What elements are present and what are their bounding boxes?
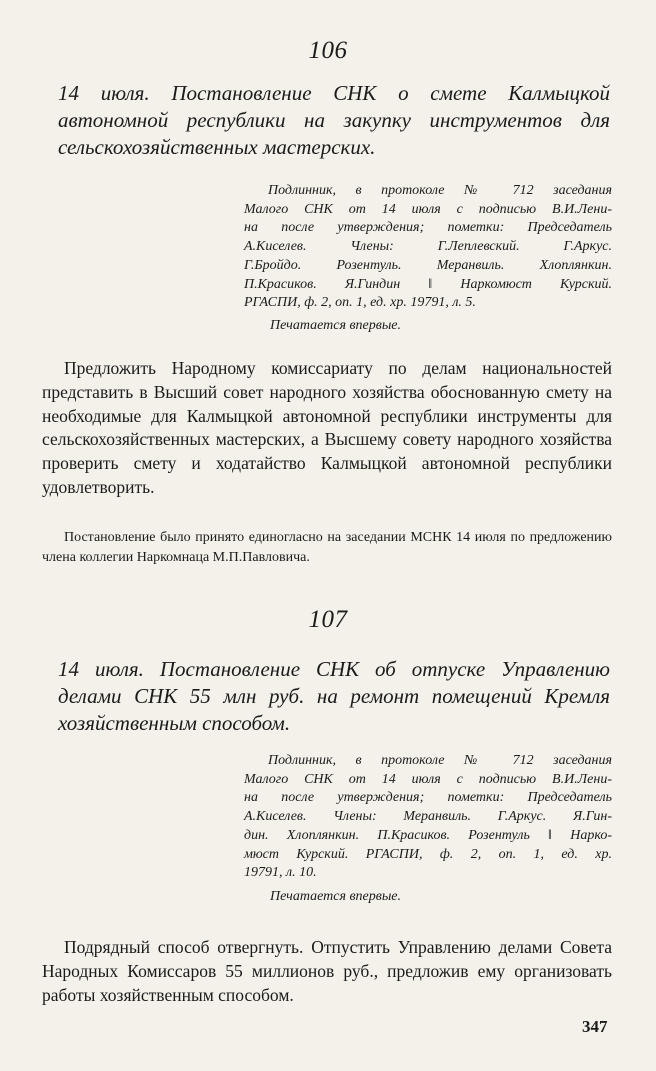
resolution-text-107: Подрядный способ отвергнуть. Отпустить Управлению делами Совета Народных Комиссаров 55 миллионов руб., предложив ему организовать работы хозяйственным способом. (42, 937, 612, 1005)
source-line: Малого СНК от 14 июля с подписью В.И.Лени- (244, 201, 612, 217)
printed-first-note-106: Печатается впервые. (270, 318, 402, 333)
source-line: А.Киселев. Члены: Г.Леплевский. Г.Аркус. (244, 239, 612, 255)
source-line: Подлинник, в протоколе № 712 заседания (268, 183, 612, 198)
source-line: Г.Бройдо. Розентуль. Меранвиль. Хлоплянкин. (244, 257, 612, 273)
source-line: А.Киселев. Члены: Меранвиль. Г.Аркус. Я.Гин- (244, 809, 612, 825)
source-line: РГАСПИ, ф. 2, оп. 1, ед. хр. 19791, л. 5. (244, 295, 476, 311)
source-note-106 (244, 182, 612, 313)
document-number-106: 106 (308, 37, 348, 64)
source-line: на после утверждения; пометки: Председатель (244, 220, 612, 236)
source-line: 19791, л. 10. (244, 865, 317, 881)
source-note-107 (244, 752, 612, 883)
source-line: Малого СНК от 14 июля с подписью В.И.Лени- (244, 771, 612, 787)
source-line: мюст Курский. РГАСПИ, ф. 2, оп. 1, ед. хр. (244, 846, 612, 862)
source-line: П.Красиков. Я.Гиндин ‖ Наркомюст Курский. (244, 276, 612, 292)
page-number: 347 (582, 1017, 608, 1036)
source-line: на после утверждения; пометки: Председатель (244, 790, 612, 806)
adoption-note-106: Постановление было принято единогласно на заседании МСНК 14 июля по предложению члена коллегии Наркомнаца М.П.Павловича. (42, 530, 612, 565)
source-line: дин. Хлоплянкин. П.Красиков. Розентуль ‖ Нарко- (244, 827, 612, 843)
source-line: Подлинник, в протоколе № 712 заседания (268, 753, 612, 768)
resolution-text-106: Предложить Народному комиссариату по делам национальностей представить в Высший совет народного хозяйства обоснованную смету на необходимые для Калмыцкой автономной республики инструменты для сельскохозяйственных мастерских, а Высшему совету народного хозяйства проверить смету и ходатайство Калмыцкой автономной республики удовлетворить. (42, 358, 612, 497)
document-title-107: 14 июля. Постановление СНК об отпуске Управлению делами СНК 55 млн руб. на ремонт помещений Кремля хозяйственным способом. (58, 657, 610, 735)
document-title-106: 14 июля. Постановление СНК о смете Калмыцкой автономной республики на закупку инструментов для сельскохозяйственных мастерских. (58, 81, 610, 159)
printed-first-note-107: Печатается впервые. (270, 889, 402, 904)
document-number-107: 107 (308, 606, 348, 633)
